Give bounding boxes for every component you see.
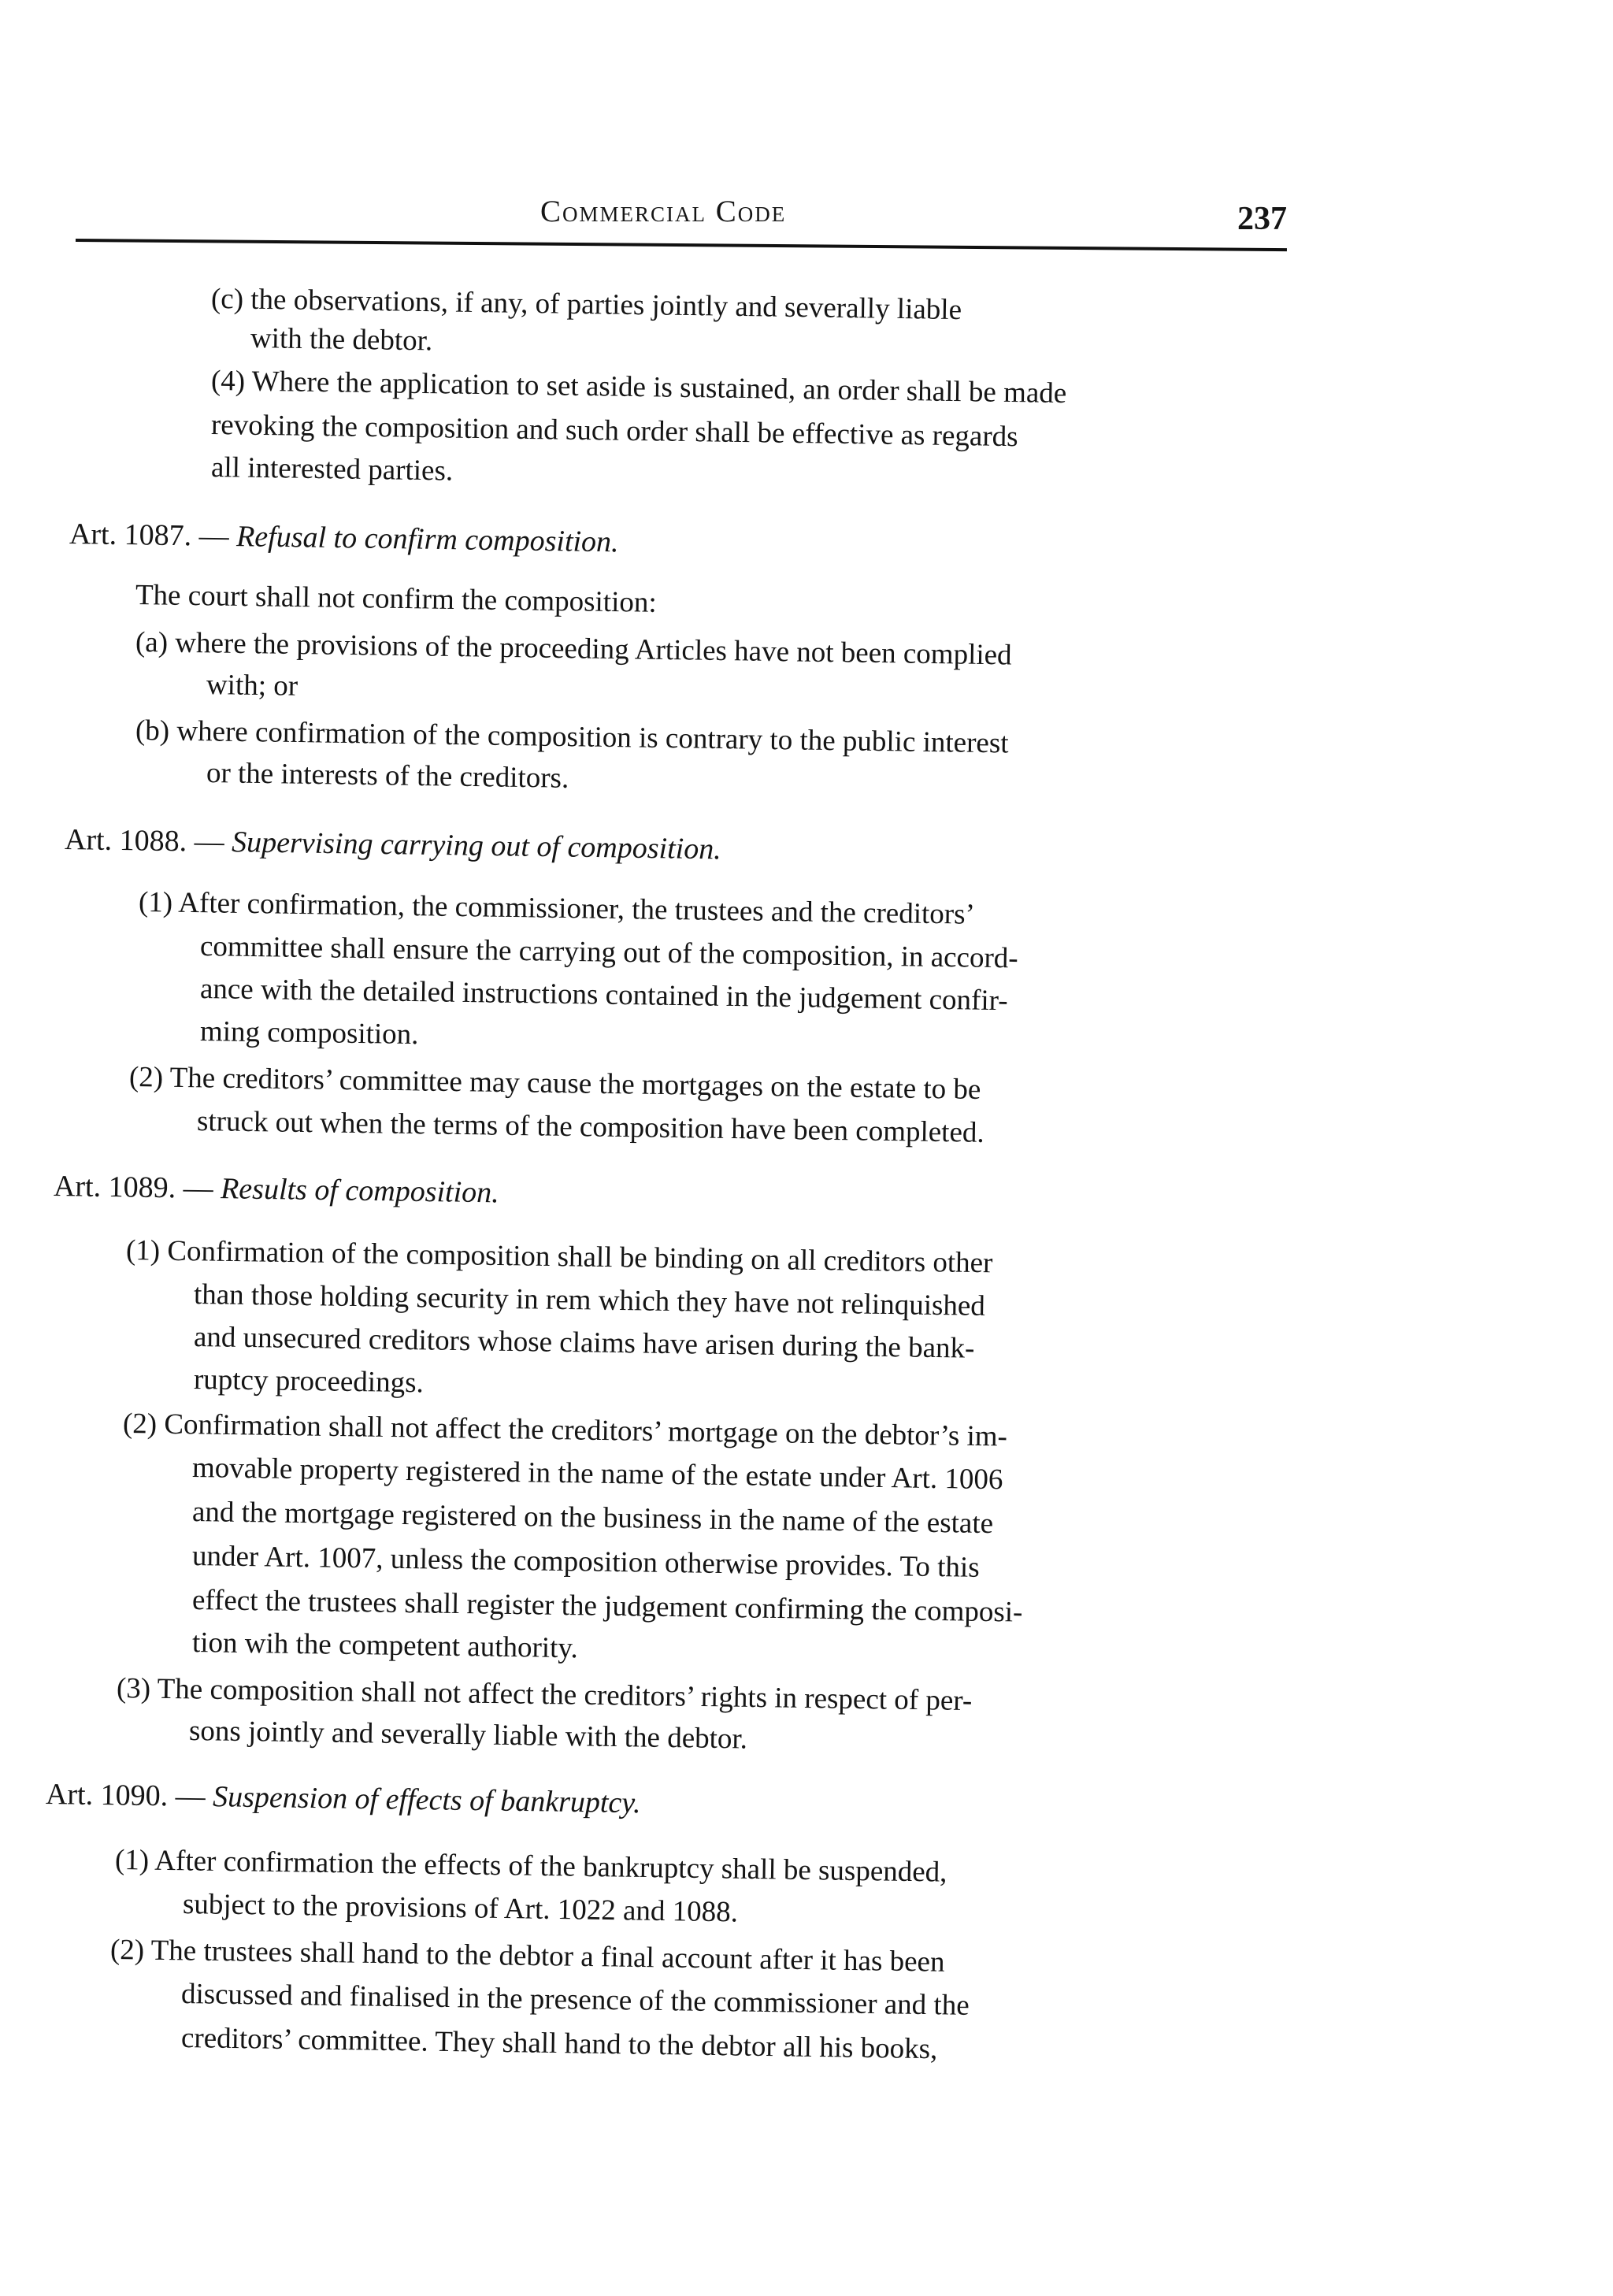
text-line: (b) where confirmation of the composition is contrary to the public interest [135, 714, 1009, 760]
text-line: (2) The trustees shall hand to the debtor a final account after it has been [109, 1934, 945, 1979]
text-line: movable property registered in the name of the estate under Art. 1006 [191, 1452, 1003, 1497]
article-title: Refusal to confirm composition. [235, 520, 619, 559]
article-title: Supervising carrying out of composition. [231, 825, 722, 866]
text-line: discussed and finalised in the presence of the commissioner and the [180, 1978, 970, 2022]
running-title: Commercial Code [540, 195, 787, 228]
text-line: with; or [206, 669, 298, 703]
text-line: The court shall not confirm the composition: [135, 579, 658, 619]
article-title: Results of composition. [220, 1172, 500, 1210]
text-line: (a) where the provisions of the proceeding Articles have not been complied [135, 626, 1012, 672]
text-line: ming composition. [199, 1015, 419, 1052]
text-line: (2) The creditors’ committee may cause the mortgages on the estate to be [128, 1061, 981, 1107]
article-number: Art. 1088. — [64, 823, 224, 859]
text-line: subject to the provisions of Art. 1022 and 1088. [182, 1888, 739, 1929]
text-line: (2) Confirmation shall not affect the creditors’ mortgage on the debtor’s im- [122, 1408, 1008, 1453]
article-number: Art. 1087. — [69, 517, 229, 554]
text-line: and the mortgage registered on the business in the name of the estate [191, 1496, 994, 1541]
text-line: (3) The composition shall not affect the creditors’ rights in respect of per- [116, 1672, 973, 1718]
article-heading-1087 [69, 517, 619, 559]
text-line: revoking the composition and such order shall be effective as regards [210, 409, 1018, 454]
article-heading-1090 [46, 1777, 641, 1820]
page-number: 237 [1237, 201, 1287, 237]
text-line: tion wih the competent authority. [191, 1626, 579, 1665]
text-line: sons jointly and severally liable with the debtor. [188, 1715, 748, 1756]
text-line: struck out when the terms of the composition have been completed. [196, 1105, 984, 1149]
text-line: and unsecured creditors whose claims have arisen during the bank- [193, 1321, 975, 1365]
text-line: ance with the detailed instructions contained in the judgement confir- [199, 973, 1008, 1018]
article-heading-1089 [54, 1169, 499, 1210]
text-line: than those holding security in rem which they have not relinquished [193, 1278, 986, 1322]
text-line: (c) the observations, if any, of parties jointly and severally liable [210, 283, 962, 327]
text-line: (1) After confirmation, the commissioner, the trustees and the creditors’ [138, 886, 976, 931]
text-line: (1) Confirmation of the composition shall be binding on all creditors other [125, 1234, 993, 1280]
text-line: (1) After confirmation the effects of the bankruptcy shall be suspended, [114, 1844, 947, 1889]
text-line: creditors’ committee. They shall hand to the debtor all his books, [180, 2022, 938, 2066]
text-line: ruptcy proceedings. [193, 1363, 425, 1400]
article-title: Suspension of effects of bankruptcy. [212, 1780, 641, 1820]
article-heading-1088 [65, 822, 721, 866]
text-line: with the debtor. [250, 322, 433, 358]
article-number: Art. 1089. — [53, 1170, 213, 1206]
article-number: Art. 1090. — [45, 1778, 206, 1814]
text-line: (4) Where the application to set aside is sustained, an order shall be made [210, 365, 1067, 410]
text-line: all interested parties. [210, 451, 454, 488]
text-line: effect the trustees shall register the judgement confirming the composi- [191, 1584, 1023, 1629]
text-line: or the interests of the creditors. [206, 757, 569, 795]
text-line: under Art. 1007, unless the composition otherwise provides. To this [191, 1540, 980, 1584]
text-line: committee shall ensure the carrying out of the composition, in accord- [199, 930, 1018, 975]
